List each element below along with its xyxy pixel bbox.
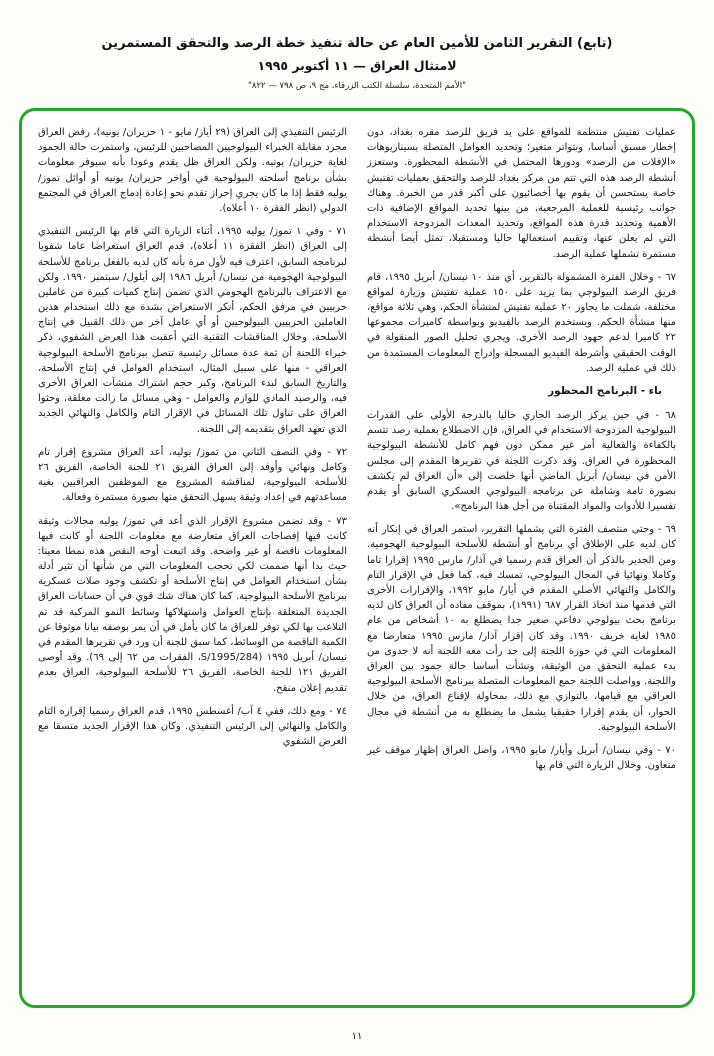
paragraph-67: ٦٧ - وخلال الفترة المشمولة بالتقرير، أي منذ ١٠ نيسان/ أبريل ١٩٩٥، قام فريق الرصد البيولوجي بما يزيد على ١٥٠ عملية تفتيش وزيارة لمواقع مختلفة، شملت ما يجاوز ٢٠ عملية تفتيش لمنشأة الحكم، وهي ثلاثة مواقع، منها منشأة الحكم. ويستخدم الرصد بالفيديو وبواسطة كاميرات مجموعها ٢٢ كاميرا لدعم جهود الرصد الأخرى. ويجري تحليل الصور المنقولة في الوقت الحقيقي وأشرطة الفيديو المسجلة وإدراج المعلومات المستمدة من ذلك في عملية الرصد. (367, 271, 677, 374)
paragraph-68: ٦٨ - في حين يركز الرصد الجاري حاليا بالدرجة الأولى على القدرات البيولوجية المزدوجة الاستخدام في العراق، فإن الاضطلاع بعملية رصد تتسم بالكفاءة والفعالية أمر غير ممكن دون فهم كامل للأنشطة البيولوجية المحظورة في العراق. وقد ذكرت اللجنة في تقريرها المقدم إلى مجلس الأمن في نيسان/ أبريل الماضي أنها خلصت إلى «أن العراق لم يكشف بصورة تامة وشاملة عن برنامجه البيولوجي العسكري السابق أو يقدم تفسيرا للأدوات والمواد المقتناة من أجل هذا البرنامج». (367, 409, 676, 513)
paragraph-74: ٧٤ - ومع ذلك، ففي ٤ آب/ أغسطس ١٩٩٥، قدم العراق رسميا إقراره التام والكامل والنهائي إلى الرئيس التنفيذي. وكان هذا الإقرار الجديد متسقا مع العرض الشفوي (38, 705, 347, 748)
column-right (367, 125, 676, 995)
column-left (38, 125, 347, 995)
content-frame (19, 108, 695, 1008)
section-heading-prohibited-program: باء - البرنامج المحظور (548, 385, 662, 397)
paragraph-73: ٧٣ - وقد تضمن مشروع الإقرار الذي أعد في تموز/ يوليه مجالات وثيقة كانت فيها إفصاحات العراق متعارضة مع معلومات اللجنة أو كانت فيها المعلومات ناقصة أو غير واضحة. وقد اتبعت أوجه النقص هذه نمطا معينا: حيث بدا أنها صممت لكي تحجب المعلومات التي من شأنها أن تثير أدلة بشأن استخدام العوامل في إنتاج الأسلحة أو تكشف وجود صلات عسكرية ببرنامج الأسلحة البيولوجية. كما كان هناك شك قوي في أن حسابات العراق الجديدة المتعلقة بإنتاج العوامل واستهلاكها وسائط النمو المركبة قد تم التلاعب بها لكي توفر للعراق ما كان يأمل في أن يمر بوصفه بيانا موثوقا عن الكمية الناقصة من الوسائط، كما سبق للجنة أن ورد في تقريرها المقدم في نيسان/ أبريل ١٩٩٥ (S/1995/284، الفقرات من ٦٢ إلى ٦٩). وقد أوصى الفريق ١٢١ للجنة الخاصة، الفريق ٢٦ للأسلحة البيولوجية، العراق بعدم تقديم إعلان منقح. (38, 515, 348, 694)
paragraph-continuation-left: الرئيس التنفيذي إلى العراق (٢٩ أيار/ مايو - ١ حزيران/ يونيه)، رفض العراق مجرد مقابلة الخبراء البيولوجيين المصاحبين للرئيس، واستمرت حالة الجمود لغاية حزيران/ يونيه. ولكن العراق ظل يقدم وعودا بأنه سيوفر معلومات بشأن برنامج أسلحته البيولوجية في أواخر حزيران/ يونيه أو أوائل تموز/ يوليه فقط إذا ما كان يجري إحراز تقدم نحو إعادة إدماج العراق في المجتمع الدولي (انظر الفقرة ١٠ أعلاه). (38, 127, 348, 214)
paragraph-70: ٧٠ - وفي نيسان/ أبريل وأيار/ مايو ١٩٩٥، واصل العراق إظهار موقف غير متعاون. وخلال الزيارة التي قام بها (367, 744, 677, 772)
paragraph-72: ٧٢ - وفي النصف الثاني من تموز/ يوليه، أعد العراق مشروع إقرار تام وكامل ونهائي وأوفد إلى العراق الفريق ٢١ للجنة الخاصة، الفريق ٢٦ للأسلحة البيولوجية، لمناقشة المشروع مع الموظفين العراقيين بغية مساعدتهم في إعداد وثيقة يسهل التحقق منها بصورة مستمرة وفعالة. (38, 446, 347, 504)
paragraph-continuation-right: عمليات تفتيش منتظمة للمواقع على يد فريق للرصد مقره بغداد، دون إخطار مسبق أساسا، وبتواتر متغير؛ وتحديد العوامل المتصلة بسيناريوهات «الإفلات من الرصد» ودورها المحتمل في الأنشطة المحظورة. وستعزز أنشطة الرصد هذه التي تتم من مركز بغداد للرصد والتحقق بعمليات تفتيش خاصة يستحسن أن يقوم بها أخصائيون على أكبر قدر من الخبرة. وهناك جوانب رئيسية للعملية المرجعية، من بينها تحديد المواقع الإضافية ذات الأهمية وتحديد قدرة هذه المواقع، وتحديد المعدات المزدوجة الاستخدام التي لم يعلن عنها، وتقييم استعمالها حاليا ومستقبلا، تمثل أيضا أنشطة مستمرة تشملها عملية الرصد. (367, 127, 676, 260)
paragraph-69: ٦٩ - وحتى منتصف الفترة التي يشملها التقرير، استمر العراق في إنكار أنه كان لديه على الإطلاق أي برنامج أو أنشطة للأسلحة البيولوجية الهجومية. ومن الجدير بالذكر أن العراق قدم رسميا في آذار/ مارس ١٩٩٥ إقرارا تاما وكاملا ونهائيا في المجال البيولوجي، تمسك فيه، كما فعل في الإقرار التام والكامل والنهائي الأصلي المقدم في أيار/ مايو ١٩٩٢، والإقرارات الأخرى التي قدمها منذ اتخاذ القرار ٦٨٧ (١٩٩١)، بموقف مفاده أن العراق كان لديه برنامج بحث بيولوجي دفاعي صغير جدا يضطلع به ١٠ أشخاص من عام ١٩٨٥ لغاية خريف ١٩٩٠. وقد كان إقرار آذار/ مارس ١٩٩٥ متعارضا مع المعلومات التي في حوزة اللجنة إلى حد رأت معه اللجنة أنه لا جدوى من بدء عملية التحقق من الوثيقة، ونشأت أساسا حالة جمود بين العراق واللجنة. وواصلت اللجنة جمع المعلومات المتصلة ببرنامج الأسلحة البيولوجية العراقي مع قيامها، بالتوازي مع ذلك، بمحاولة لإقناع العراق، من خلال الحوار، أن يقدم إقرارا حقيقيا يشمل ما يضطلع به من أنشطة في مجال الأسلحة البيولوجية. (367, 524, 676, 733)
report-title-line2: لامتثال العراق — ١١ أكتوبر ١٩٩٥ (257, 58, 457, 73)
two-column-layout (38, 125, 676, 995)
page-number: ١١ (351, 1031, 363, 1042)
source-citation: "الأمم المتحدة، سلسلة الكتب الزرقاء، مج ٩، ص ٧٩٨ — ٨٢٢" (248, 81, 466, 91)
report-title-line1: (تابع) التقرير الثامن للأمين العام عن حالة تنفيذ خطة الرصد والتحقق المستمرين (101, 36, 613, 51)
document-header (0, 36, 714, 91)
paragraph-71: ٧١ - وفي ١ تموز/ يوليه ١٩٩٥، أثناء الزيارة التي قام بها الرئيس التنفيذي إلى العراق (انظر الفقرة ١١ أعلاه)، قدم العراق استعراضا عاما شفويا لبرنامجه السابق، اعترف فيه لأول مرة بأنه كان لديه بالفعل برنامج للأسلحة البيولوجية الهجومية من نيسان/ أبريل ١٩٨٦ إلى أيلول/ سبتمبر ١٩٩٠. ولكن مع الاعتراف بالبرنامج الهجومي الذي تضمن إنتاج كميات كبيرة من عاملين حربيين في مرفق الحكم، أنكر الاستعراض بشدة مع ذلك استخدام هذين العاملين الحربيين البيولوجيين أو أي عامل آخر من ذلك القبيل في إنتاج الأسلحة. وخلال المناقشات التقنية التي أعقبت هذا العرض الشفوي، ذكر خبراء اللجنة أن ثمة عدة مسائل رئيسية تتصل ببرنامج الأسلحة البيولوجية العراقي - منها على سبيل المثال، استخدام العوامل في إنتاج الأسلحة، والتاريخ السابق لبدء البرنامج، وكبر حجم اشتراك منشآت العراق الأخرى فيه، والرصيد المادي للوازم والعوامل - وهي مسائل ما زالت معلقة، وحثوا العراق على تناول تلك المسائل في الإقرار التام والكامل والنهائي الجديد الذي تعهد العراق بتقديمه إلى اللجنة. (38, 226, 348, 435)
